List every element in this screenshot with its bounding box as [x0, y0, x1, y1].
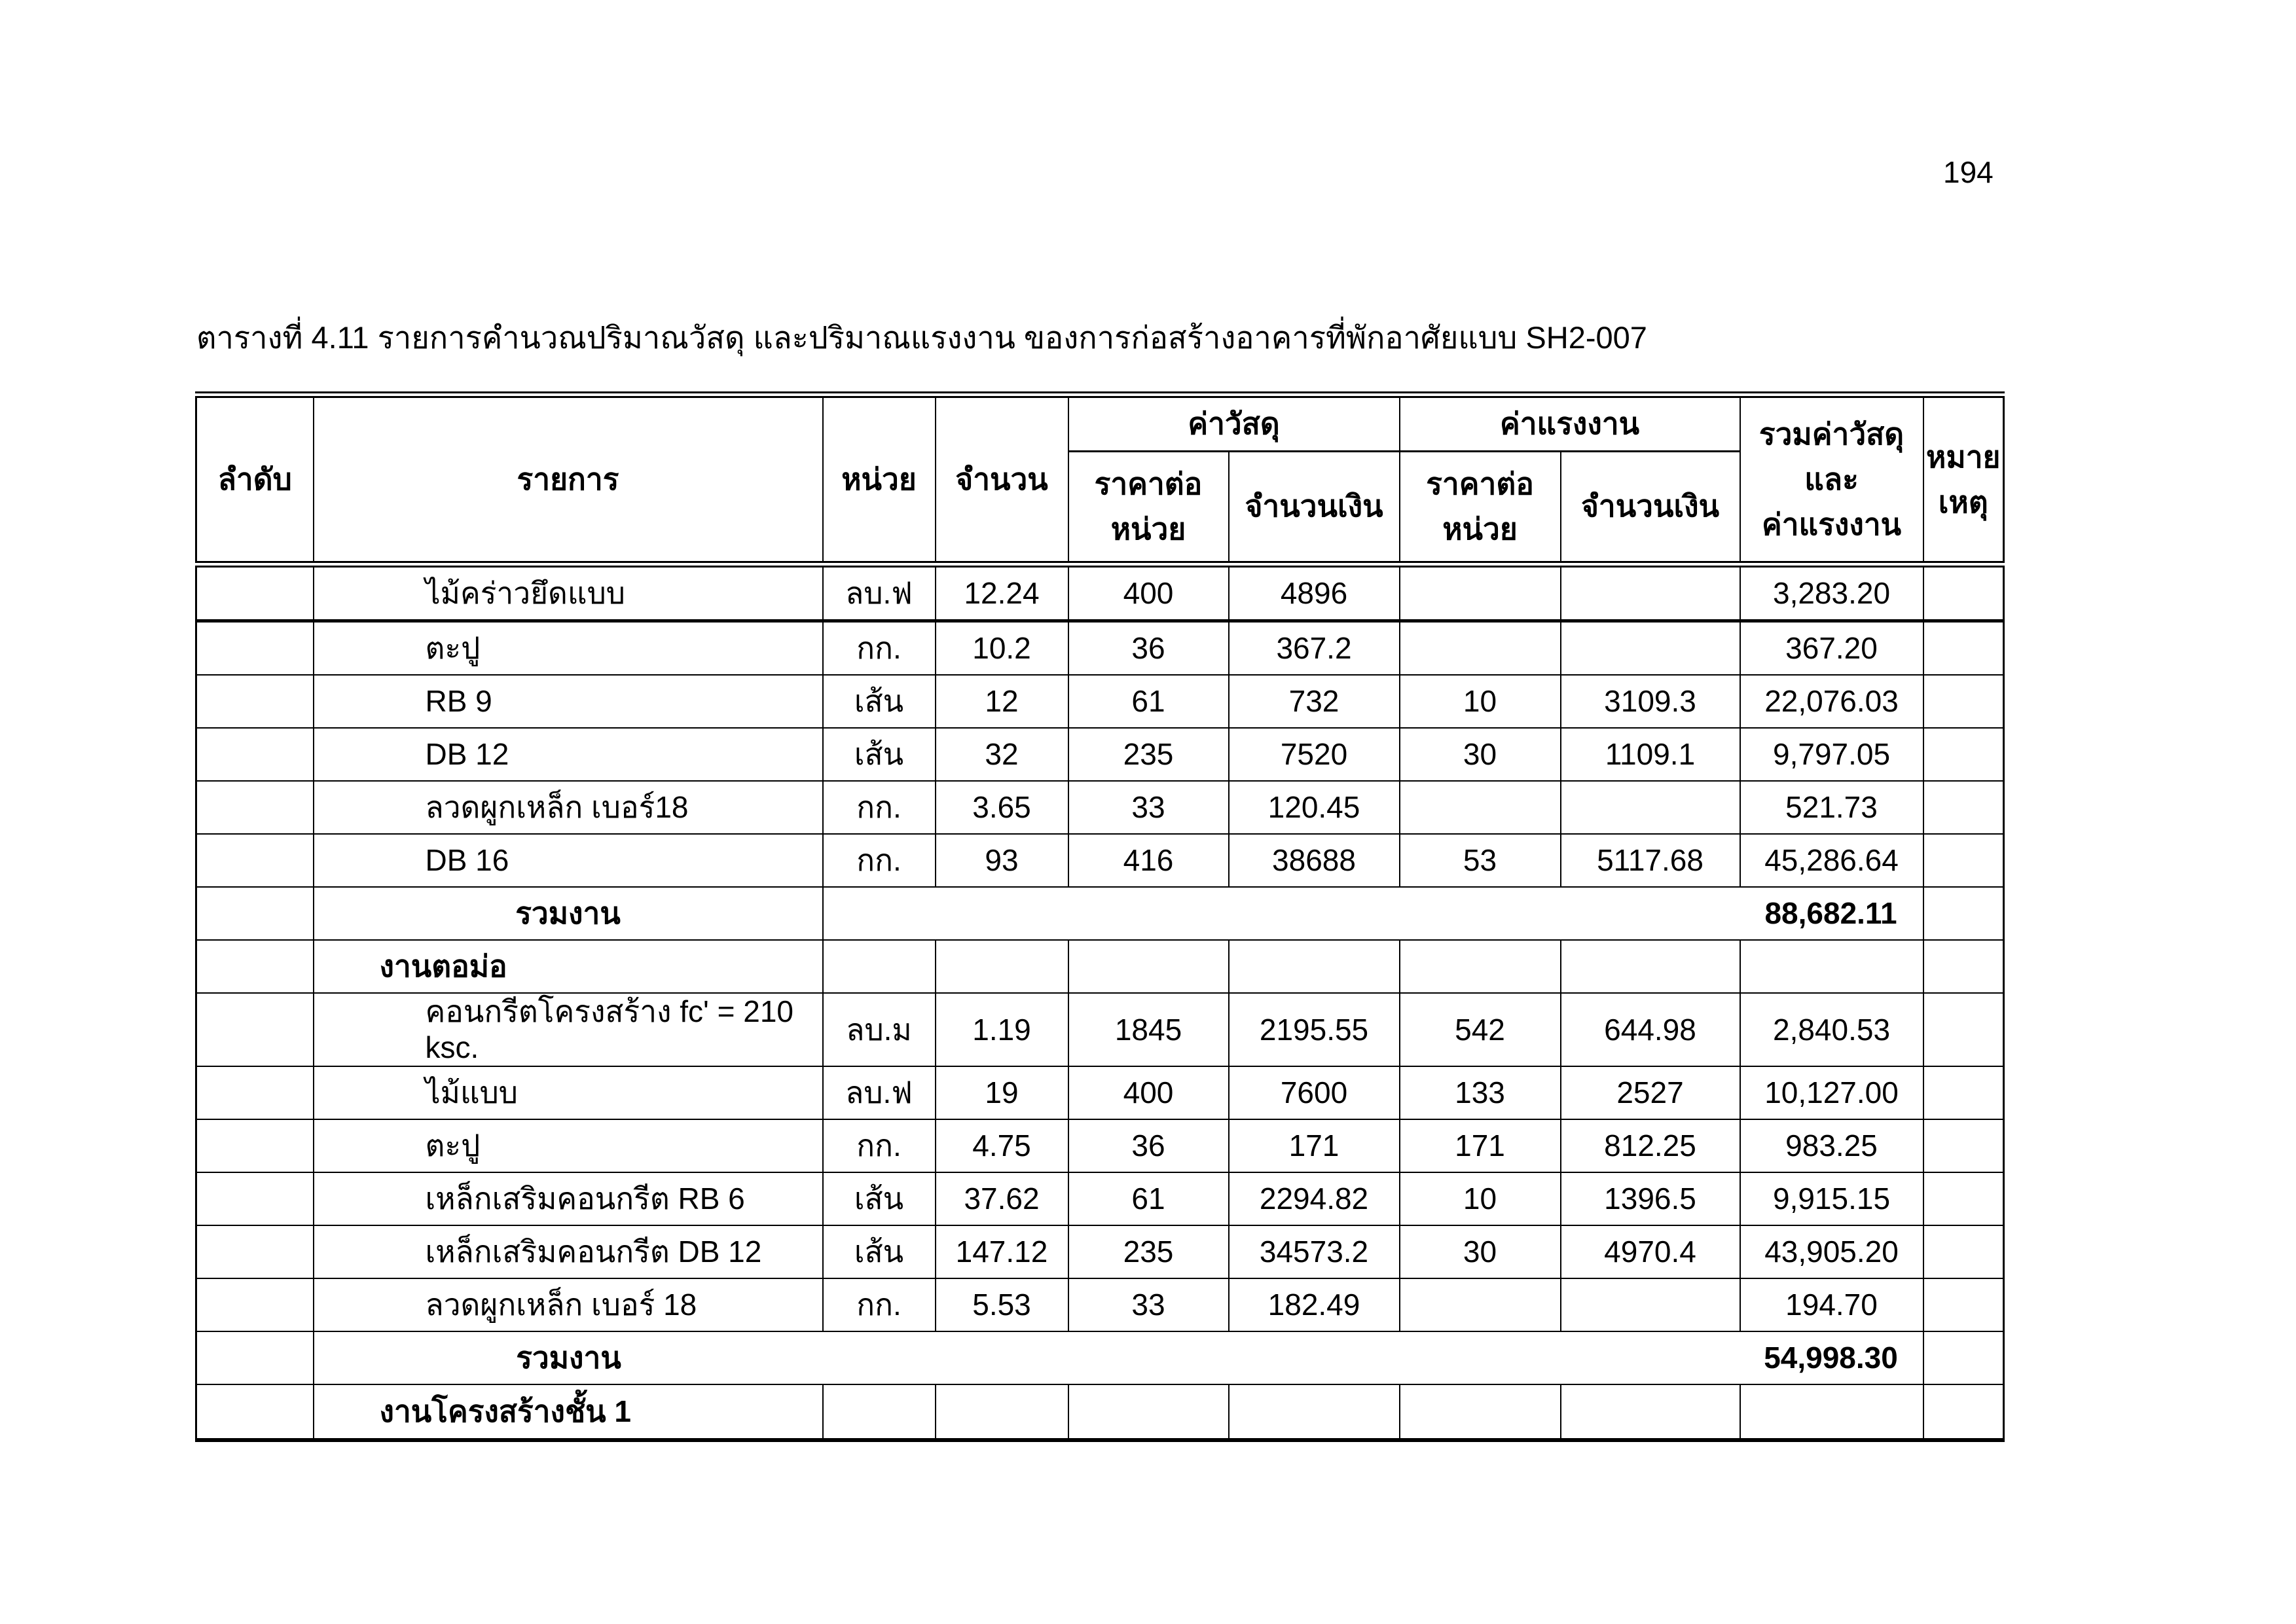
header-labor-group: ค่าแรงงาน [1400, 395, 1740, 452]
cell-total: 983.25 [1740, 1119, 1923, 1172]
cell-mat-price: 36 [1068, 1119, 1229, 1172]
cell-lab-amount: 644.98 [1561, 993, 1740, 1066]
cell-qty: 5.53 [936, 1278, 1068, 1331]
cell-lab-amount: 812.25 [1561, 1119, 1740, 1172]
cell-total: 9,797.05 [1740, 728, 1923, 781]
cell-qty: 12.24 [936, 564, 1068, 621]
cell-no [196, 1384, 314, 1440]
table-row [196, 781, 2004, 834]
summary-row [196, 1331, 2004, 1384]
cell-total: 3,283.20 [1740, 564, 1923, 621]
cell-mat-amount: 7520 [1229, 728, 1400, 781]
cell-remark [1923, 728, 2004, 781]
cell-lab-price: 10 [1400, 675, 1561, 728]
cell-remark [1923, 887, 2004, 940]
cell-total [1740, 940, 1923, 993]
cell-unit: เส้น [823, 1225, 936, 1278]
cell-remark [1923, 564, 2004, 621]
page-number: 194 [1943, 155, 1994, 189]
cell-mat-price: 400 [1068, 1066, 1229, 1119]
cell-mat-amount: 38688 [1229, 834, 1400, 887]
cell-mat-price: 235 [1068, 728, 1229, 781]
header-remark-line1: หมาย [1926, 439, 2001, 474]
cell-unit: ลบ.ฟ [823, 564, 936, 621]
cell-item: DB 16 [314, 834, 823, 887]
cell-item: ลวดผูกเหล็ก เบอร์ 18 [314, 1278, 823, 1331]
cell-item: รวมงาน [314, 887, 823, 940]
cell-no [196, 834, 314, 887]
cell-no [196, 1331, 314, 1384]
header-material-unit-price [1068, 452, 1229, 565]
cell-remark [1923, 1384, 2004, 1440]
cell-lab-price [1400, 564, 1561, 621]
cell-total: 22,076.03 [1740, 675, 1923, 728]
cell-unit: กก. [823, 621, 936, 676]
cell-remark [1923, 834, 2004, 887]
cell-mat-price: 235 [1068, 1225, 1229, 1278]
cell-mat-amount: 7600 [1229, 1066, 1400, 1119]
table-row [196, 993, 2004, 1066]
cell-mat-amount: 182.49 [1229, 1278, 1400, 1331]
header-remark-line2: เหตุ [1938, 484, 1988, 519]
header-material-unit-price-line2: หน่วย [1110, 512, 1186, 546]
cell-summary-span [314, 1331, 1923, 1384]
cell-lab-amount: 3109.3 [1561, 675, 1740, 728]
cell-qty: 1.19 [936, 993, 1068, 1066]
cell-mat-price: 1845 [1068, 993, 1229, 1066]
cell-mat-amount: 367.2 [1229, 621, 1400, 676]
cell-qty: 3.65 [936, 781, 1068, 834]
cell-qty: 147.12 [936, 1225, 1068, 1278]
cell-no [196, 1225, 314, 1278]
cell-mat-amount: 120.45 [1229, 781, 1400, 834]
cell-lab-price [1400, 781, 1561, 834]
table-row [196, 1278, 2004, 1331]
cell-mat-amount [1229, 1384, 1400, 1440]
cell-mat-price: 33 [1068, 1278, 1229, 1331]
cell-lab-price: 30 [1400, 728, 1561, 781]
cell-unit: เส้น [823, 675, 936, 728]
cell-lab-price [1400, 621, 1561, 676]
cell-mat-price: 36 [1068, 621, 1229, 676]
cell-lab-price: 171 [1400, 1119, 1561, 1172]
cell-remark [1923, 1278, 2004, 1331]
header-remark [1923, 395, 2004, 564]
cell-no [196, 564, 314, 621]
cell-remark [1923, 781, 2004, 834]
header-row-groups [196, 395, 2004, 452]
table-row [196, 1119, 2004, 1172]
cell-mat-amount: 171 [1229, 1119, 1400, 1172]
cell-lab-price: 542 [1400, 993, 1561, 1066]
summary-total: 88,682.11 [1764, 895, 1897, 930]
header-total-line2: และ [1804, 462, 1859, 496]
table-row [196, 621, 2004, 676]
cell-mat-price: 400 [1068, 564, 1229, 621]
summary-total: 54,998.30 [1764, 1341, 1898, 1375]
header-item: รายการ [314, 395, 823, 564]
cell-no [196, 1278, 314, 1331]
cell-mat-amount: 4896 [1229, 564, 1400, 621]
cell-item: ลวดผูกเหล็ก เบอร์18 [314, 781, 823, 834]
cell-remark [1923, 621, 2004, 676]
cell-unit: กก. [823, 1278, 936, 1331]
cell-qty: 93 [936, 834, 1068, 887]
cell-remark [1923, 1331, 2004, 1384]
header-total [1740, 395, 1923, 564]
cell-unit: กก. [823, 1119, 936, 1172]
summary-label: รวมงาน [516, 1341, 621, 1375]
header-material-amount: จำนวนเงิน [1229, 452, 1400, 565]
cell-total: 194.70 [1740, 1278, 1923, 1331]
table-title: ตารางที่ 4.11 รายการคำนวณปริมาณวัสดุ และปริมาณแรงงาน ของการก่อสร้างอาคารที่พักอาศัยแบบ SH2-007 [196, 320, 1647, 355]
cell-qty [936, 1384, 1068, 1440]
cell-item: คอนกรีตโครงสร้าง fc' = 210 ksc. [314, 993, 823, 1066]
cell-mat-amount: 2195.55 [1229, 993, 1400, 1066]
cell-unit: เส้น [823, 1172, 936, 1225]
cell-lab-amount: 1396.5 [1561, 1172, 1740, 1225]
cell-remark [1923, 940, 2004, 993]
cell-remark [1923, 1225, 2004, 1278]
section-row [196, 1384, 2004, 1440]
cell-item: ตะปู [314, 1119, 823, 1172]
cell-total [1740, 1384, 1923, 1440]
header-labor-unit-price-line2: หน่วย [1442, 512, 1518, 546]
header-qty: จำนวน [936, 395, 1068, 564]
cell-mat-price: 416 [1068, 834, 1229, 887]
cell-summary-span [823, 887, 1923, 940]
cell-remark [1923, 1172, 2004, 1225]
cell-unit [823, 940, 936, 993]
cell-lab-amount: 1109.1 [1561, 728, 1740, 781]
header-labor-unit-price-line1: ราคาต่อ [1426, 467, 1534, 501]
table-row [196, 1172, 2004, 1225]
summary-row [196, 887, 2004, 940]
header-material-group: ค่าวัสดุ [1068, 395, 1400, 452]
cell-total: 43,905.20 [1740, 1225, 1923, 1278]
header-no: ลำดับ [196, 395, 314, 564]
cell-lab-amount [1561, 564, 1740, 621]
cell-remark [1923, 1119, 2004, 1172]
table-row [196, 675, 2004, 728]
cell-item: งานตอม่อ [314, 940, 823, 993]
cell-no [196, 1119, 314, 1172]
cell-mat-amount: 732 [1229, 675, 1400, 728]
cell-item: RB 9 [314, 675, 823, 728]
cell-no [196, 993, 314, 1066]
cost-table [195, 391, 2005, 1442]
header-labor-unit-price [1400, 452, 1561, 565]
cell-lab-amount: 4970.4 [1561, 1225, 1740, 1278]
cell-remark [1923, 993, 2004, 1066]
cell-unit: ลบ.ม [823, 993, 936, 1066]
cell-lab-amount [1561, 940, 1740, 993]
cell-qty [936, 940, 1068, 993]
cell-total: 2,840.53 [1740, 993, 1923, 1066]
cell-unit: ลบ.ฟ [823, 1066, 936, 1119]
cell-unit: กก. [823, 781, 936, 834]
cell-qty: 4.75 [936, 1119, 1068, 1172]
cell-lab-price: 10 [1400, 1172, 1561, 1225]
cell-item: งานโครงสร้างชั้น 1 [314, 1384, 823, 1440]
cell-no [196, 781, 314, 834]
cell-mat-price: 33 [1068, 781, 1229, 834]
cell-mat-price [1068, 1384, 1229, 1440]
table-row [196, 834, 2004, 887]
cell-lab-amount [1561, 621, 1740, 676]
cell-total: 367.20 [1740, 621, 1923, 676]
cell-lab-amount [1561, 1384, 1740, 1440]
header-unit: หน่วย [823, 395, 936, 564]
cell-item: ไม้คร่าวยึดแบบ [314, 564, 823, 621]
cell-no [196, 1066, 314, 1119]
header-labor-amount: จำนวนเงิน [1561, 452, 1740, 565]
cell-lab-amount: 5117.68 [1561, 834, 1740, 887]
cell-unit: กก. [823, 834, 936, 887]
cell-mat-amount: 2294.82 [1229, 1172, 1400, 1225]
header-total-line3: ค่าแรงงาน [1761, 507, 1902, 541]
cell-no [196, 675, 314, 728]
cell-qty: 37.62 [936, 1172, 1068, 1225]
cell-item: ตะปู [314, 621, 823, 676]
cell-total: 45,286.64 [1740, 834, 1923, 887]
cell-item: เหล็กเสริมคอนกรีต DB 12 [314, 1225, 823, 1278]
cell-remark [1923, 1066, 2004, 1119]
table-row [196, 564, 2004, 621]
cell-total: 521.73 [1740, 781, 1923, 834]
table-row [196, 1066, 2004, 1119]
cell-item: ไม้แบบ [314, 1066, 823, 1119]
cell-qty: 12 [936, 675, 1068, 728]
header-total-line1: รวมค่าวัสดุ [1758, 417, 1904, 451]
cell-lab-amount [1561, 781, 1740, 834]
cell-qty: 19 [936, 1066, 1068, 1119]
cell-no [196, 887, 314, 940]
cell-qty: 10.2 [936, 621, 1068, 676]
cell-mat-amount: 34573.2 [1229, 1225, 1400, 1278]
cell-lab-price: 30 [1400, 1225, 1561, 1278]
cell-remark [1923, 675, 2004, 728]
cell-lab-price [1400, 1384, 1561, 1440]
cell-no [196, 1172, 314, 1225]
cell-total: 9,915.15 [1740, 1172, 1923, 1225]
cell-lab-price: 133 [1400, 1066, 1561, 1119]
cell-lab-price [1400, 1278, 1561, 1331]
header-material-unit-price-line1: ราคาต่อ [1094, 467, 1203, 501]
cell-mat-price: 61 [1068, 1172, 1229, 1225]
table-row [196, 728, 2004, 781]
cell-lab-price: 53 [1400, 834, 1561, 887]
table-row [196, 1225, 2004, 1278]
cell-no [196, 728, 314, 781]
cell-lab-amount: 2527 [1561, 1066, 1740, 1119]
cell-no [196, 940, 314, 993]
cell-mat-amount [1229, 940, 1400, 993]
cell-mat-price [1068, 940, 1229, 993]
cell-unit [823, 1384, 936, 1440]
section-row [196, 940, 2004, 993]
cell-item: เหล็กเสริมคอนกรีต RB 6 [314, 1172, 823, 1225]
cell-mat-price: 61 [1068, 675, 1229, 728]
cell-no [196, 621, 314, 676]
cell-qty: 32 [936, 728, 1068, 781]
cell-lab-price [1400, 940, 1561, 993]
cell-item: DB 12 [314, 728, 823, 781]
cell-unit: เส้น [823, 728, 936, 781]
cell-lab-amount [1561, 1278, 1740, 1331]
cell-total: 10,127.00 [1740, 1066, 1923, 1119]
